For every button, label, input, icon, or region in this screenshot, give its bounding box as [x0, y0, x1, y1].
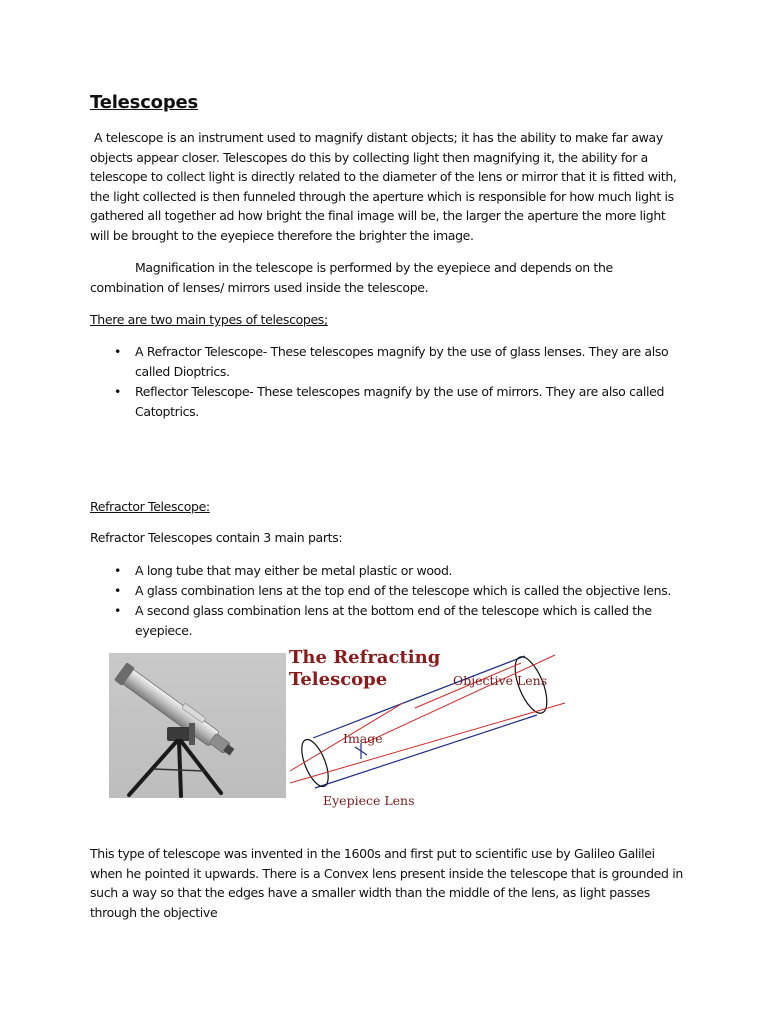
refracting-telescope-diagram	[285, 643, 585, 815]
diagram-title-line1: The Refracting	[289, 647, 441, 668]
objective-lens-label: Objective Lens	[453, 673, 548, 688]
list-item: • Reflector Telescope- These telescopes magnify by the use of mirrors. They are also called Catoptrics.	[90, 382, 690, 422]
page-title: Telescopes	[90, 92, 199, 113]
image-label: Image	[343, 731, 383, 746]
magnification-paragraph: Magnification in the telescope is performed by the eyepiece and depends on the combination of lenses/ mirrors used inside the telescope.	[90, 260, 613, 295]
light-ray	[290, 703, 565, 783]
telescope-photo	[109, 653, 286, 798]
eyepiece-lens-shape	[296, 736, 333, 790]
types-list	[90, 342, 690, 422]
types-heading: There are two main types of telescopes;	[90, 312, 328, 327]
diagram-title-line2: Telescope	[289, 669, 388, 690]
list-item: • A long tube that may either be metal plastic or wood.	[90, 561, 690, 581]
list-item: • A second glass combination lens at the bottom end of the telescope which is called the eyepiece.	[90, 601, 690, 641]
history-paragraph: This type of telescope was invented in the 1600s and first put to scientific use by Galileo Galilei when he pointed it upwards. There is a Convex lens present inside the telescope that is grounded in such a way so that the edges have a smaller width than the middle of the lens, as light passes through the objective	[90, 846, 683, 920]
intro-paragraph: A telescope is an instrument used to magnify distant objects; it has the ability to make far away objects appear closer. Telescopes do this by collecting light then magnifying it, the ability for a telescope to collect light is directly related to the diameter of the lens or mirror that it is fitted with, the light collected is then funneled through the aperture which is responsible for how much light is gathered all together ad how bright the final image will be, the larger the aperture the more light will be brought to the eyepiece therefore the brighter the image.	[90, 130, 677, 243]
tube-bottom-edge	[315, 715, 537, 788]
parts-list	[90, 561, 690, 641]
eyepiece-lens-label: Eyepiece Lens	[323, 793, 415, 808]
parts-intro: Refractor Telescopes contain 3 main parts:	[90, 530, 343, 545]
light-ray	[365, 655, 555, 743]
list-item: • A glass combination lens at the top end of the telescope which is called the objective lens.	[90, 581, 690, 601]
refractor-heading: Refractor Telescope:	[90, 499, 210, 514]
list-item: • A Refractor Telescope- These telescopes magnify by the use of glass lenses. They are also called Dioptrics.	[90, 342, 690, 382]
